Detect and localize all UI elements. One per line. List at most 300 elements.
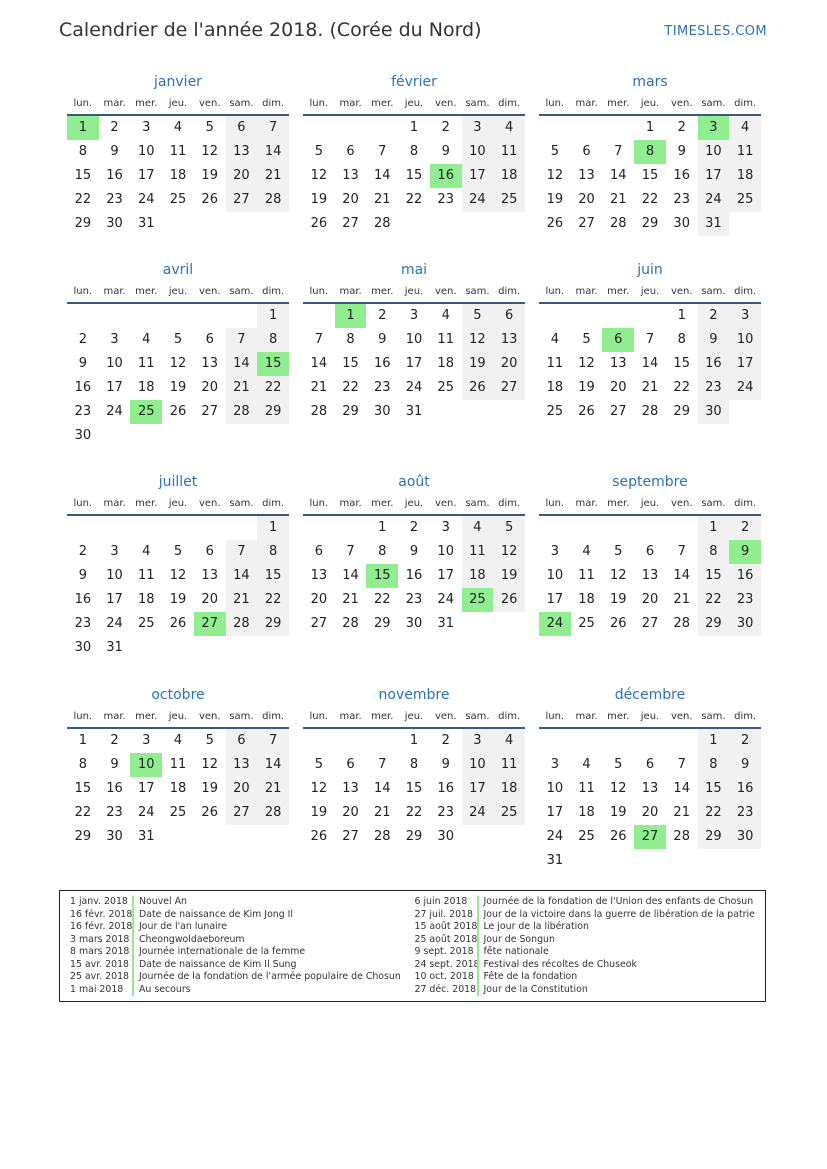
day-cell: 5: [462, 304, 494, 328]
legend-date: 3 mars 2018: [70, 933, 130, 945]
day-cell: 2: [110, 733, 119, 748]
day-cell: 4: [550, 332, 559, 347]
day-cell: 31: [698, 212, 730, 236]
day-cell: 4: [173, 120, 183, 135]
empty-cell: [130, 516, 162, 540]
day-cell: 16: [374, 356, 391, 371]
holiday-day-cell: 15: [257, 352, 289, 376]
day-cell: 14: [374, 168, 391, 183]
weekday-label: dim.: [262, 286, 285, 297]
day-cell: 17: [106, 592, 123, 607]
weekday-label: sam.: [701, 98, 726, 109]
day-cell: 29: [405, 829, 423, 844]
day-cell: 28: [374, 216, 391, 231]
day-cell: 25: [169, 805, 187, 820]
legend-holiday-name: Jour de Songun: [477, 934, 555, 947]
day-cell: 14: [310, 356, 328, 371]
weekday-label: ven.: [670, 498, 693, 509]
day-cell: 23: [106, 192, 123, 207]
weekday-label: ven.: [198, 711, 221, 722]
day-cell: 21: [610, 192, 627, 207]
day-cell: 25: [493, 188, 525, 212]
day-cell: 3: [110, 332, 119, 347]
day-cell: 14: [342, 568, 359, 583]
empty-cell: [335, 729, 367, 753]
day-cell: 22: [698, 801, 730, 825]
day-cell: 5: [314, 144, 323, 159]
month-10: [67, 686, 289, 849]
weekday-label: sam.: [701, 711, 726, 722]
empty-cell: [571, 116, 603, 140]
day-cell: 1: [257, 304, 289, 328]
weekday-label: mar.: [103, 286, 126, 297]
day-cell: 19: [610, 805, 627, 820]
day-cell: 27: [226, 801, 258, 825]
legend-date: 10 oct. 2018: [414, 971, 474, 982]
day-cell: 29: [74, 216, 92, 231]
day-cell: 27: [493, 376, 525, 400]
day-cell: 27: [310, 616, 328, 631]
empty-cell: [303, 116, 335, 140]
day-cell: 22: [405, 805, 423, 820]
weekday-label: mer.: [371, 498, 394, 509]
day-cell: 29: [673, 404, 690, 419]
legend-row: [415, 984, 756, 997]
day-cell: 18: [578, 592, 595, 607]
day-cell: 7: [257, 116, 289, 140]
day-cell: 7: [346, 544, 355, 559]
day-cell: 13: [641, 781, 659, 796]
day-cell: 7: [226, 328, 258, 352]
legend-row: [70, 909, 411, 922]
day-cell: 6: [645, 757, 655, 772]
day-cell: 10: [462, 753, 494, 777]
day-cell: 16: [74, 380, 92, 395]
weekday-label: mer.: [135, 711, 158, 722]
weekday-label: lun.: [73, 498, 93, 509]
weekday-label: jeu.: [168, 98, 188, 109]
day-cell: 17: [405, 356, 423, 371]
empty-cell: [303, 729, 335, 753]
day-cell: 24: [729, 376, 761, 400]
legend-row: [70, 946, 411, 959]
day-cell: 6: [493, 304, 525, 328]
day-cell: 19: [169, 380, 187, 395]
day-cell: 30: [405, 616, 423, 631]
day-cell: 6: [205, 544, 214, 559]
day-cell: 25: [169, 192, 187, 207]
day-cell: 15: [641, 168, 659, 183]
day-cell: 19: [462, 352, 494, 376]
weekday-label: jeu.: [404, 286, 424, 297]
day-cell: 16: [405, 568, 423, 583]
day-cell: 11: [138, 568, 155, 583]
legend-row: [70, 971, 411, 984]
day-cell: 1: [409, 120, 419, 135]
holiday-day-cell: 1: [335, 304, 367, 328]
legend-holiday-name: Journée internationale de la femme: [132, 946, 305, 959]
weekday-label: mar.: [339, 498, 362, 509]
weekday-label: dim.: [498, 711, 521, 722]
day-cell: 26: [578, 404, 595, 419]
day-cell: 31: [106, 640, 123, 655]
weekday-label: lun.: [309, 286, 329, 297]
empty-cell: [571, 304, 603, 328]
legend-date: 25 avr. 2018: [70, 971, 130, 982]
weekday-label: mar.: [575, 98, 598, 109]
day-cell: 19: [169, 592, 187, 607]
empty-cell: [539, 729, 571, 753]
weekday-label: ven.: [198, 98, 221, 109]
empty-cell: [162, 304, 194, 328]
day-cell: 9: [110, 757, 119, 772]
day-cell: 6: [582, 144, 591, 159]
weekday-label: dim.: [734, 711, 757, 722]
empty-cell: [99, 516, 131, 540]
day-cell: 12: [310, 168, 328, 183]
day-cell: 20: [342, 805, 359, 820]
day-cell: 6: [346, 144, 355, 159]
weekday-label: mer.: [135, 286, 158, 297]
empty-cell: [602, 116, 634, 140]
day-cell: 4: [582, 544, 591, 559]
weekday-label: dim.: [498, 498, 521, 509]
day-grid: [67, 729, 289, 849]
day-cell: 24: [106, 404, 123, 419]
day-cell: 18: [437, 356, 454, 371]
day-cell: 23: [74, 404, 92, 419]
legend-date: 8 mars 2018: [70, 946, 130, 957]
day-cell: 23: [729, 588, 761, 612]
weekday-label: lun.: [73, 98, 93, 109]
month-3: [539, 73, 761, 236]
weekday-label: jeu.: [404, 711, 424, 722]
day-cell: 16: [729, 564, 761, 588]
holiday-day-cell: 8: [634, 140, 666, 164]
weekday-label: ven.: [670, 711, 693, 722]
weekday-label: dim.: [734, 286, 757, 297]
weekday-label: sam.: [229, 711, 254, 722]
legend-holiday-name: Date de naissance de Kim Jong Il: [132, 909, 293, 922]
day-cell: 14: [257, 140, 289, 164]
weekday-label: mar.: [575, 286, 598, 297]
day-cell: 14: [641, 356, 659, 371]
weekday-label: jeu.: [404, 98, 424, 109]
day-cell: 23: [673, 192, 690, 207]
day-cell: 15: [698, 564, 730, 588]
day-cell: 20: [226, 777, 258, 801]
empty-cell: [303, 516, 335, 540]
day-cell: 12: [546, 168, 564, 183]
day-cell: 28: [257, 801, 289, 825]
day-cell: 28: [641, 404, 659, 419]
legend-date: 9 sept. 2018: [414, 946, 474, 957]
day-cell: 2: [441, 120, 450, 135]
holiday-day-cell: 25: [462, 588, 494, 612]
day-cell: 13: [342, 781, 359, 796]
day-cell: 4: [142, 332, 151, 347]
legend-date: 15 avr. 2018: [70, 958, 130, 970]
day-cell: 30: [729, 825, 761, 849]
legend-date: 16 févr. 2018: [70, 921, 133, 932]
day-cell: 2: [677, 120, 686, 135]
day-cell: 28: [310, 404, 328, 419]
legend-row: [415, 896, 756, 909]
day-cell: 11: [169, 757, 187, 772]
weekday-label: ven.: [434, 711, 457, 722]
day-cell: 6: [346, 757, 355, 772]
day-cell: 29: [698, 825, 730, 849]
day-cell: 12: [578, 356, 595, 371]
month-name: mars: [632, 74, 668, 90]
day-cell: 23: [405, 592, 423, 607]
day-cell: 25: [493, 801, 525, 825]
day-cell: 21: [673, 805, 690, 820]
page-title: Calendrier de l'année 2018. (Corée du Nord): [59, 19, 482, 41]
day-cell: 21: [226, 376, 258, 400]
weekday-label: mer.: [607, 286, 630, 297]
day-cell: 2: [78, 544, 87, 559]
day-cell: 10: [462, 140, 494, 164]
weekday-label: sam.: [229, 98, 254, 109]
day-cell: 15: [405, 168, 423, 183]
day-cell: 6: [314, 544, 323, 559]
month-1: [67, 73, 289, 236]
day-cell: 17: [138, 781, 155, 796]
month-name: avril: [162, 262, 194, 278]
day-cell: 13: [310, 568, 328, 583]
legend-row: [415, 921, 756, 934]
weekday-header: [539, 96, 761, 116]
empty-cell: [634, 516, 666, 540]
day-cell: 3: [462, 116, 494, 140]
day-cell: 15: [74, 781, 92, 796]
day-cell: 31: [138, 216, 155, 231]
day-cell: 8: [378, 544, 387, 559]
day-cell: 30: [106, 216, 123, 231]
day-cell: 2: [78, 332, 87, 347]
empty-cell: [634, 729, 666, 753]
month-name: novembre: [378, 687, 450, 703]
empty-cell: [602, 729, 634, 753]
day-cell: 17: [546, 592, 564, 607]
month-7: [67, 473, 289, 660]
day-cell: 9: [677, 144, 686, 159]
weekday-label: jeu.: [640, 98, 660, 109]
day-cell: 9: [441, 757, 450, 772]
day-cell: 19: [310, 805, 328, 820]
weekday-label: jeu.: [640, 498, 660, 509]
day-grid: [539, 516, 761, 636]
day-grid: [303, 304, 525, 424]
weekday-label: mar.: [339, 286, 362, 297]
day-cell: 23: [374, 380, 391, 395]
day-cell: 13: [226, 753, 258, 777]
empty-cell: [539, 304, 571, 328]
legend-date: 1 janv. 2018: [70, 896, 128, 907]
month-name: mai: [400, 262, 428, 278]
legend-date: 16 févr. 2018: [70, 908, 133, 920]
day-cell: 24: [138, 192, 155, 207]
holiday-day-cell: 3: [698, 116, 730, 140]
day-cell: 18: [493, 777, 525, 801]
day-cell: 21: [673, 592, 690, 607]
weekday-label: ven.: [434, 286, 457, 297]
day-cell: 25: [578, 616, 595, 631]
day-cell: 8: [346, 332, 355, 347]
weekday-label: sam.: [229, 286, 254, 297]
weekday-label: sam.: [701, 286, 726, 297]
weekday-label: ven.: [434, 98, 457, 109]
weekday-label: lun.: [73, 286, 93, 297]
day-cell: 18: [493, 164, 525, 188]
legend-row: [70, 934, 411, 947]
weekday-header: [303, 284, 525, 304]
day-grid: [303, 116, 525, 236]
day-cell: 1: [78, 733, 87, 748]
day-cell: 25: [729, 188, 761, 212]
day-cell: 2: [378, 308, 387, 323]
weekday-label: mer.: [607, 711, 630, 722]
day-cell: 21: [641, 380, 659, 395]
day-cell: 18: [546, 380, 564, 395]
weekday-label: mar.: [339, 711, 362, 722]
day-cell: 1: [409, 733, 419, 748]
month-9: [539, 473, 761, 636]
day-cell: 24: [546, 829, 564, 844]
day-cell: 23: [698, 376, 730, 400]
holiday-day-cell: 6: [602, 328, 634, 352]
day-cell: 29: [698, 612, 730, 636]
day-cell: 9: [441, 144, 450, 159]
day-cell: 10: [437, 544, 454, 559]
day-cell: 30: [673, 216, 690, 231]
day-cell: 26: [462, 376, 494, 400]
day-grid: [303, 729, 525, 849]
legend-row: [415, 909, 756, 922]
legend-column-right: [415, 896, 756, 997]
day-cell: 7: [378, 757, 387, 772]
weekday-label: mer.: [607, 498, 630, 509]
month-name: janvier: [154, 74, 202, 90]
day-cell: 12: [493, 540, 525, 564]
weekday-header: [67, 96, 289, 116]
day-cell: 18: [138, 380, 155, 395]
legend-date: 27 juil. 2018: [414, 908, 473, 920]
day-cell: 26: [610, 616, 627, 631]
day-cell: 19: [578, 380, 595, 395]
weekday-label: lun.: [545, 98, 565, 109]
weekday-label: dim.: [262, 711, 285, 722]
day-cell: 26: [493, 588, 525, 612]
day-cell: 5: [205, 120, 214, 135]
weekday-label: mar.: [575, 498, 598, 509]
day-cell: 2: [729, 516, 761, 540]
holiday-day-cell: 10: [130, 753, 162, 777]
day-cell: 24: [437, 592, 454, 607]
day-cell: 9: [378, 332, 387, 347]
day-cell: 28: [257, 188, 289, 212]
day-cell: 20: [201, 592, 218, 607]
day-cell: 14: [226, 564, 258, 588]
day-cell: 13: [201, 356, 218, 371]
day-cell: 13: [641, 568, 659, 583]
legend-holiday-name: Nouvel An: [132, 896, 187, 909]
weekday-label: mar.: [103, 98, 126, 109]
legend-holiday-name: Date de naissance de Kim Il Sung: [132, 959, 296, 972]
day-cell: 20: [641, 805, 659, 820]
month-name: juin: [637, 262, 663, 278]
day-cell: 23: [106, 805, 123, 820]
day-cell: 21: [257, 164, 289, 188]
day-cell: 25: [578, 829, 595, 844]
day-cell: 21: [257, 777, 289, 801]
empty-cell: [67, 516, 99, 540]
holiday-day-cell: 1: [67, 116, 99, 140]
day-cell: 24: [698, 188, 730, 212]
empty-cell: [602, 304, 634, 328]
day-cell: 21: [374, 192, 391, 207]
day-cell: 17: [546, 805, 564, 820]
day-cell: 21: [342, 592, 359, 607]
holiday-day-cell: 16: [430, 164, 462, 188]
day-cell: 14: [374, 781, 391, 796]
day-cell: 23: [437, 805, 454, 820]
day-cell: 18: [462, 564, 494, 588]
day-cell: 4: [582, 757, 591, 772]
month-name: octobre: [151, 687, 205, 703]
day-cell: 10: [698, 140, 730, 164]
day-cell: 19: [310, 192, 328, 207]
day-cell: 28: [610, 216, 627, 231]
day-cell: 24: [138, 805, 155, 820]
day-cell: 21: [226, 588, 258, 612]
legend-row: [415, 959, 756, 972]
day-cell: 6: [205, 332, 214, 347]
holiday-day-cell: 25: [130, 400, 162, 424]
month-name: décembre: [614, 687, 686, 703]
day-cell: 12: [201, 757, 218, 772]
site-link[interactable]: TIMESLES.COM: [664, 24, 767, 39]
legend-column-left: [70, 896, 411, 997]
day-cell: 8: [78, 144, 87, 159]
day-cell: 22: [698, 588, 730, 612]
day-cell: 9: [409, 544, 419, 559]
day-cell: 18: [138, 592, 155, 607]
weekday-label: mer.: [371, 98, 394, 109]
day-cell: 7: [314, 332, 323, 347]
holiday-day-cell: 15: [366, 564, 398, 588]
empty-cell: [666, 729, 698, 753]
day-cell: 15: [405, 781, 423, 796]
legend-holiday-name: fête nationale: [477, 946, 549, 959]
weekday-label: jeu.: [640, 711, 660, 722]
empty-cell: [366, 729, 398, 753]
day-cell: 5: [550, 144, 559, 159]
month-4: [67, 261, 289, 448]
day-cell: 9: [78, 356, 87, 371]
day-cell: 26: [169, 616, 187, 631]
day-cell: 9: [110, 144, 119, 159]
legend-holiday-name: Journée de la fondation de l'armée populaire de Chosun: [132, 971, 401, 984]
day-cell: 18: [578, 805, 595, 820]
day-grid: [67, 516, 289, 660]
day-cell: 1: [698, 516, 730, 540]
day-cell: 30: [374, 404, 391, 419]
day-cell: 18: [169, 168, 187, 183]
day-cell: 30: [729, 612, 761, 636]
weekday-label: mar.: [575, 711, 598, 722]
